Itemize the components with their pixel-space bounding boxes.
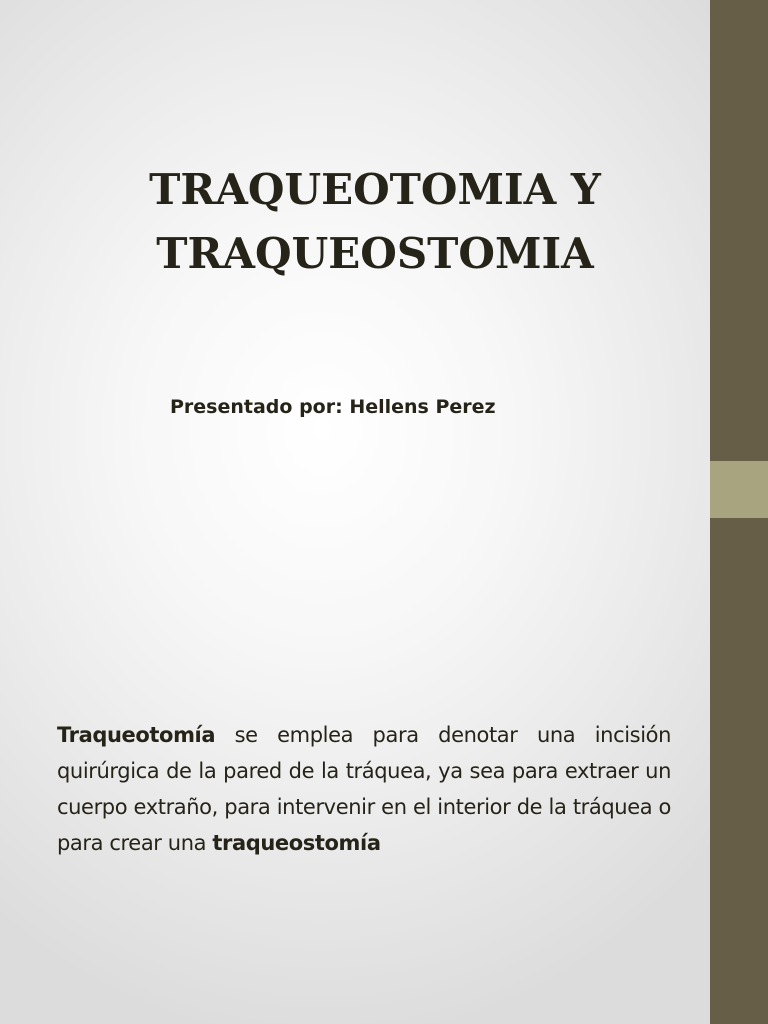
side-accent-block	[710, 461, 768, 518]
slide-title	[40, 158, 710, 286]
title-line-1: TRAQUEOTOMIA Y	[149, 165, 601, 214]
title-line-2: TRAQUEOSTOMIA	[156, 229, 594, 278]
term-traqueotomia: Traqueotomía	[57, 723, 216, 747]
presenter-label: Presentado por: Hellens Perez	[170, 396, 496, 418]
definition-text: se emplea para denotar una incisión quirúrgica de la pared de la tráquea, ya sea para extraer un cuerpo extraño, para intervenir en el interior de la tráquea o para crear una	[57, 723, 671, 855]
definition-paragraph	[57, 717, 671, 861]
term-traqueostomia: traqueostomía	[212, 831, 381, 855]
